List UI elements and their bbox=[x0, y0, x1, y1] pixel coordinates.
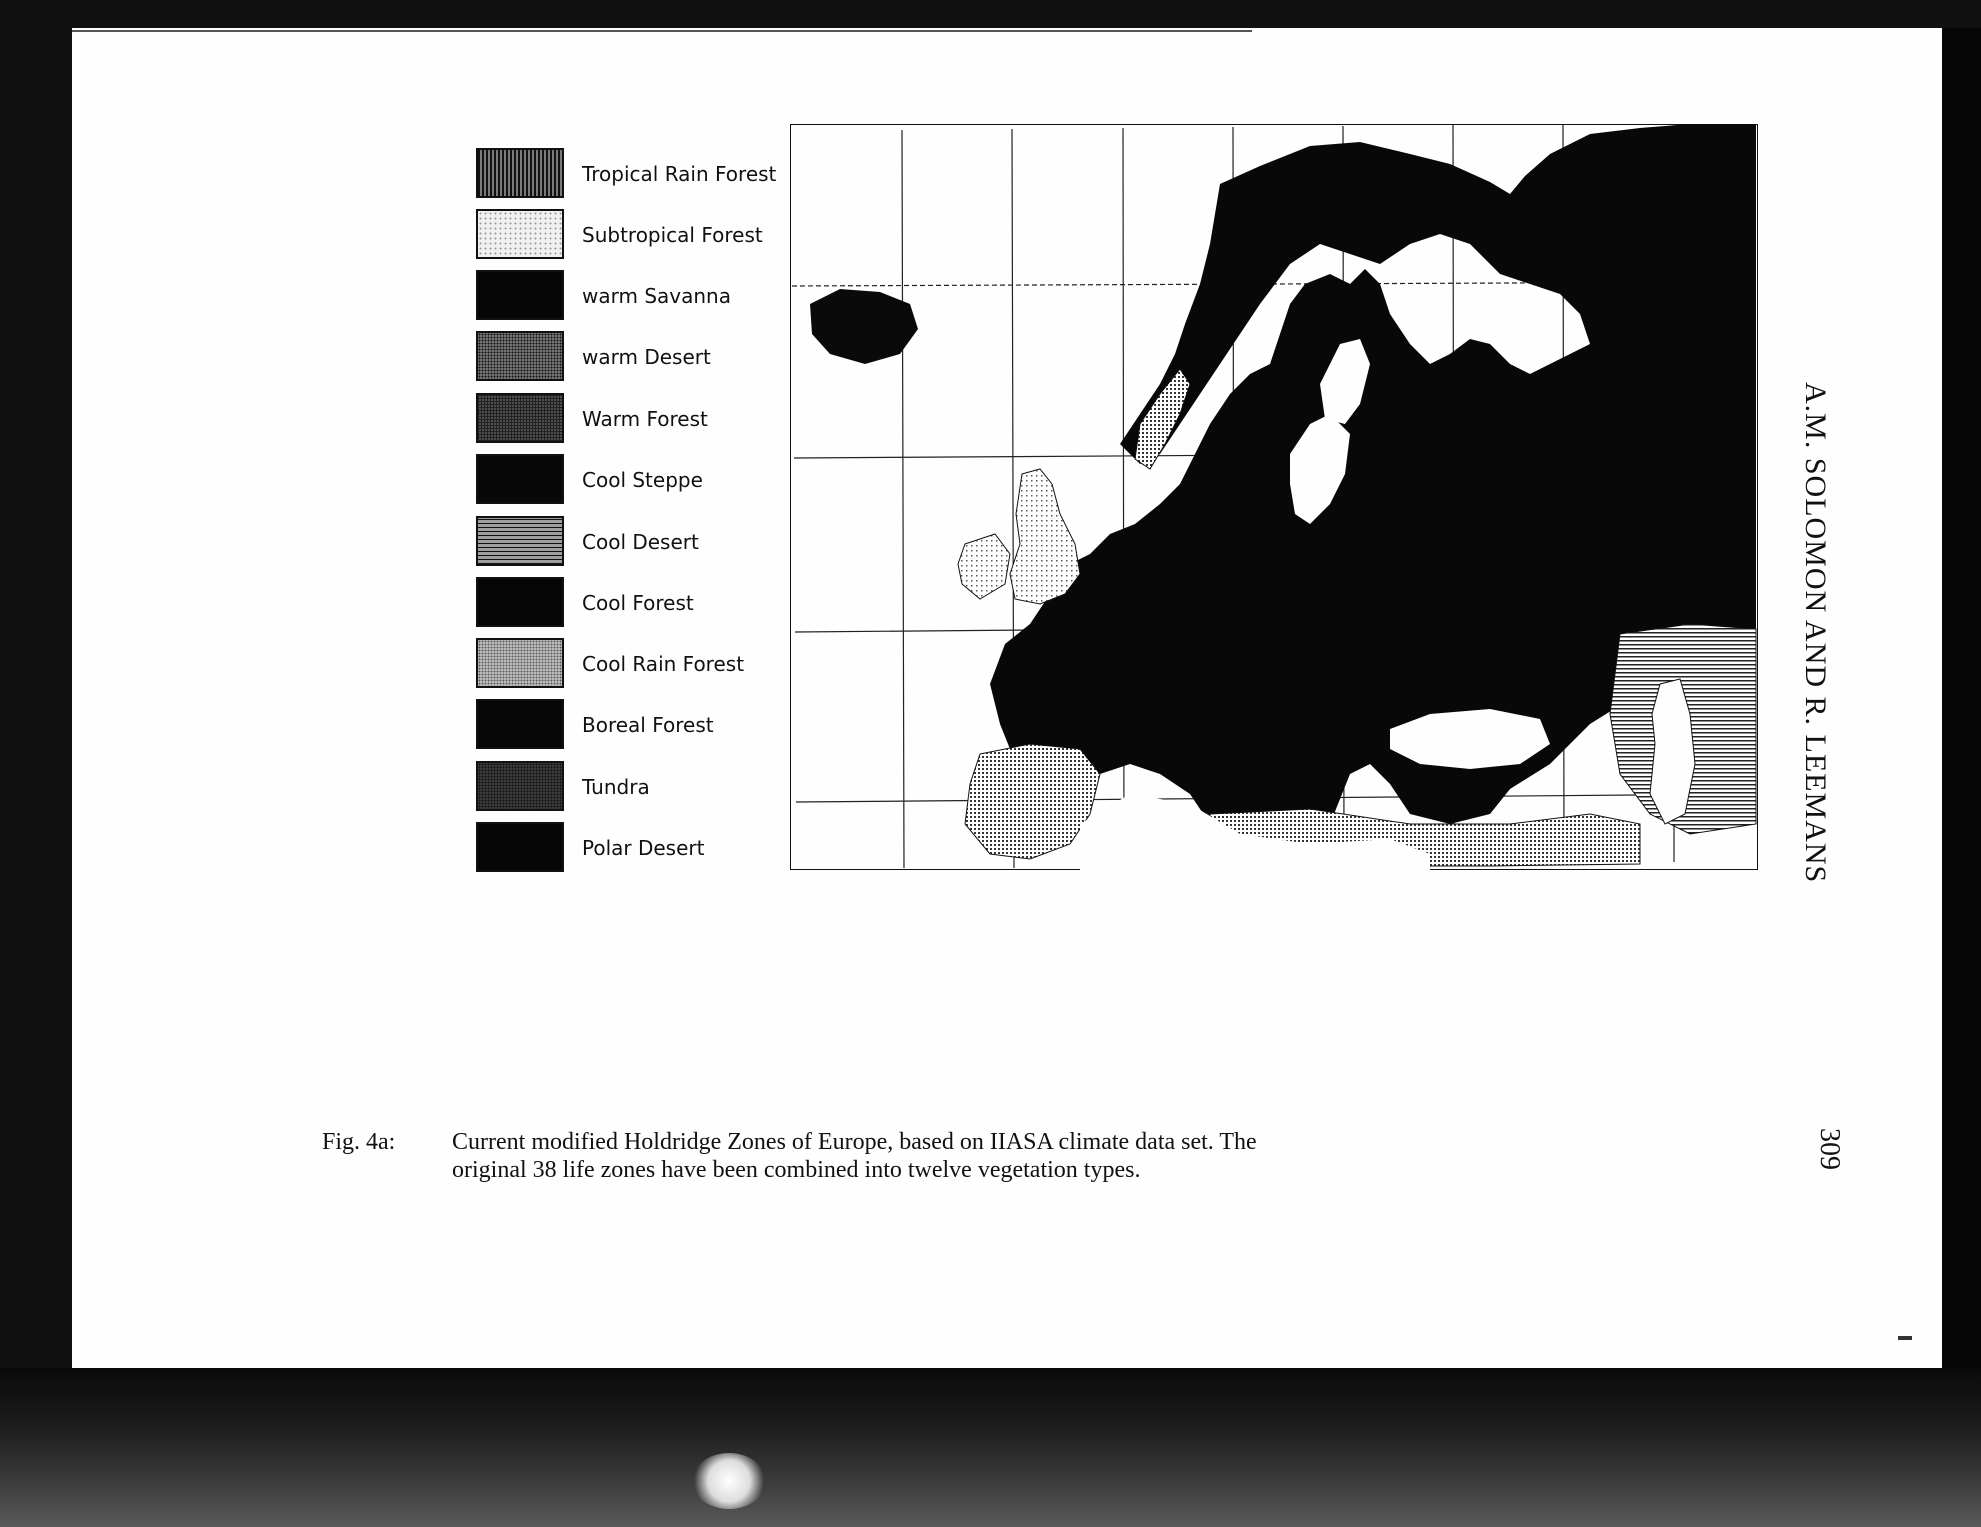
legend-swatch bbox=[476, 209, 564, 259]
legend-label: Polar Desert bbox=[582, 836, 705, 860]
legend-item-boreal-forest bbox=[476, 699, 806, 751]
legend-swatch bbox=[476, 454, 564, 504]
page-edge-shadow bbox=[1942, 28, 1981, 1368]
legend-label: warm Savanna bbox=[582, 284, 731, 308]
legend-swatch bbox=[476, 148, 564, 198]
page-corner-mark bbox=[1898, 1336, 1912, 1340]
legend-item-polar-desert bbox=[476, 822, 806, 874]
legend-item-warm-desert bbox=[476, 331, 806, 383]
legend-item-cool-desert bbox=[476, 516, 806, 568]
legend-item-cool-forest bbox=[476, 577, 806, 629]
legend-label: Tundra bbox=[582, 775, 650, 799]
legend-label: warm Desert bbox=[582, 345, 711, 369]
legend-label: Cool Steppe bbox=[582, 468, 703, 492]
legend-swatch bbox=[476, 331, 564, 381]
legend-label: Cool Desert bbox=[582, 530, 699, 554]
map-canvas bbox=[790, 124, 1758, 870]
legend-item-subtropical-forest bbox=[476, 209, 806, 261]
legend-item-warm-forest bbox=[476, 393, 806, 445]
legend-label: Cool Forest bbox=[582, 591, 694, 615]
page-top-edge bbox=[72, 30, 1252, 32]
legend-item-tundra bbox=[476, 761, 806, 813]
europe-vegetation-map bbox=[790, 124, 1758, 870]
legend-item-tropical-rain-forest bbox=[476, 148, 806, 200]
caption-line: original 38 life zones have been combined into twelve vegetation types. bbox=[452, 1157, 1141, 1183]
legend-label: Subtropical Forest bbox=[582, 223, 763, 247]
caption-label: Fig. 4a: bbox=[322, 1129, 396, 1155]
legend-label: Boreal Forest bbox=[582, 713, 714, 737]
page-number bbox=[1807, 1128, 1847, 1188]
legend-swatch bbox=[476, 638, 564, 688]
legend-swatch bbox=[476, 761, 564, 811]
caption-body bbox=[452, 1128, 1412, 1184]
running-head-text: A.M. SOLOMON AND R. LEEMANS bbox=[1799, 382, 1832, 884]
legend-swatch bbox=[476, 393, 564, 443]
running-head bbox=[1787, 382, 1843, 912]
legend-swatch bbox=[476, 699, 564, 749]
scan-glare-spot bbox=[692, 1453, 766, 1509]
legend-item-warm-savanna bbox=[476, 270, 806, 322]
scan-background-bottom bbox=[0, 1368, 1981, 1527]
legend-swatch bbox=[476, 577, 564, 627]
legend-label: Tropical Rain Forest bbox=[582, 162, 777, 186]
map-legend bbox=[476, 148, 806, 878]
legend-item-cool-rain-forest bbox=[476, 638, 806, 690]
caption-line: Current modified Holdridge Zones of Europe, based on IIASA climate data set. The bbox=[452, 1129, 1257, 1155]
legend-swatch bbox=[476, 822, 564, 872]
legend-swatch bbox=[476, 270, 564, 320]
legend-label: Cool Rain Forest bbox=[582, 652, 745, 676]
page-number-text: 309 bbox=[1814, 1128, 1845, 1170]
legend-item-cool-steppe bbox=[476, 454, 806, 506]
legend-label: Warm Forest bbox=[582, 407, 708, 431]
legend-swatch bbox=[476, 516, 564, 566]
